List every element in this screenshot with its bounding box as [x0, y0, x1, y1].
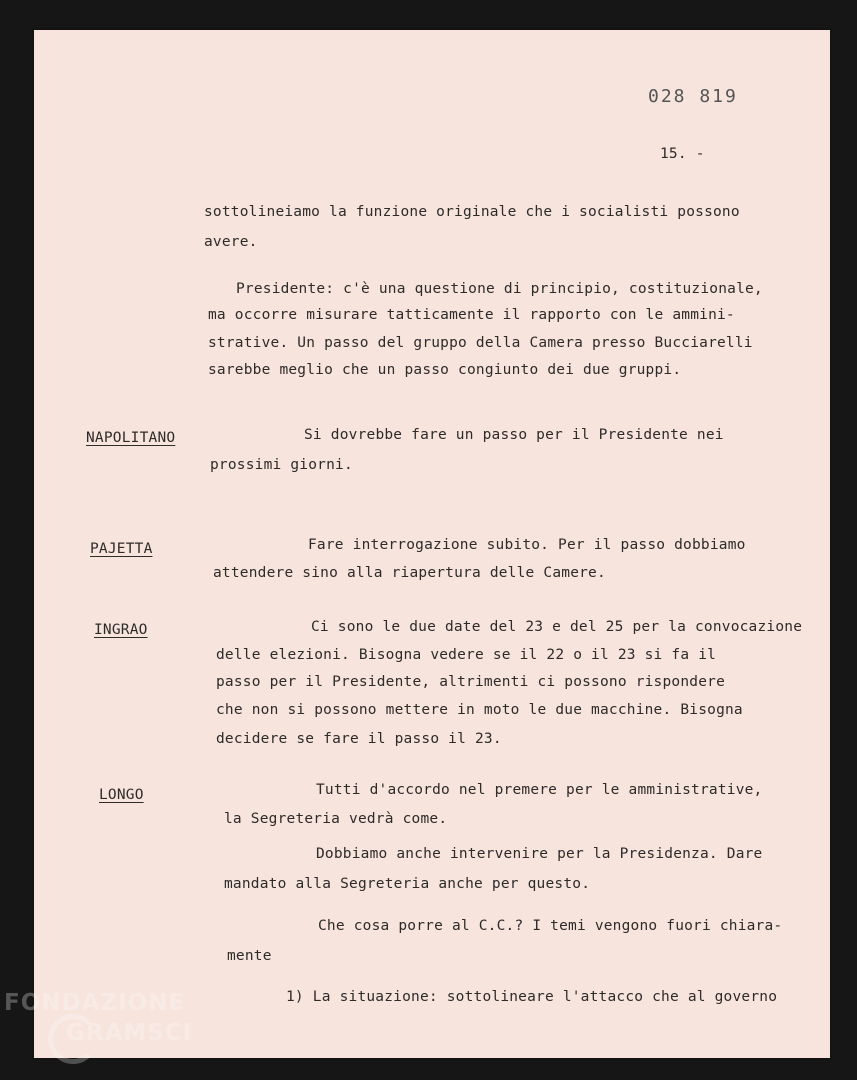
watermark-line: FONDAZIONE — [4, 990, 186, 1016]
text-line: la Segreteria vedrà come. — [224, 811, 448, 827]
page-number: 15. - — [660, 146, 705, 162]
text-line: prossimi giorni. — [210, 457, 353, 473]
text-line: mandato alla Segreteria anche per questo. — [224, 876, 591, 892]
speaker-name: NAPOLITANO — [86, 430, 176, 446]
text-line: sarebbe meglio che un passo congiunto dei due gruppi. — [208, 362, 682, 378]
text-line: strative. Un passo del gruppo della Camera presso Bucciarelli — [208, 335, 753, 351]
speaker-name: LONGO — [99, 787, 144, 803]
text-line: Tutti d'accordo nel premere per le amministrative, — [316, 782, 763, 798]
text-line: Dobbiamo anche intervenire per la Presidenza. Dare — [316, 846, 763, 862]
text-line: Fare interrogazione subito. Per il passo dobbiamo — [308, 537, 746, 553]
watermark — [4, 988, 192, 1048]
text-line: 1) La situazione: sottolineare l'attacco che al governo — [286, 989, 778, 1005]
text-line: Presidente: c'è una questione di principio, costituzionale, — [236, 281, 763, 297]
text-line: passo per il Presidente, altrimenti ci possono rispondere — [216, 674, 725, 690]
text-line: ma occorre misurare tatticamente il rapporto con le ammini- — [208, 307, 735, 323]
text-line: delle elezioni. Bisogna vedere se il 22 o il 23 si fa il — [216, 647, 717, 663]
speaker-name: PAJETTA — [90, 541, 153, 557]
watermark-line: GRAMSCI — [66, 1020, 193, 1046]
speaker-name: INGRAO — [94, 622, 148, 638]
text-line: decidere se fare il passo il 23. — [216, 731, 502, 747]
archive-stamp-number: 028 819 — [648, 86, 738, 107]
text-line: Che cosa porre al C.C.? I temi vengono fuori chiara- — [318, 918, 783, 934]
text-line: Ci sono le due date del 23 e del 25 per la convocazione — [311, 619, 803, 635]
text-line: avere. — [204, 234, 258, 250]
text-line: sottolineiamo la funzione originale che i socialisti possono — [204, 204, 740, 220]
text-line: Si dovrebbe fare un passo per il Presidente nei — [304, 427, 724, 443]
text-line: mente — [227, 948, 272, 964]
text-line: attendere sino alla riapertura delle Camere. — [213, 565, 606, 581]
text-line: che non si possono mettere in moto le due macchine. Bisogna — [216, 702, 743, 718]
page-fold — [0, 365, 30, 425]
